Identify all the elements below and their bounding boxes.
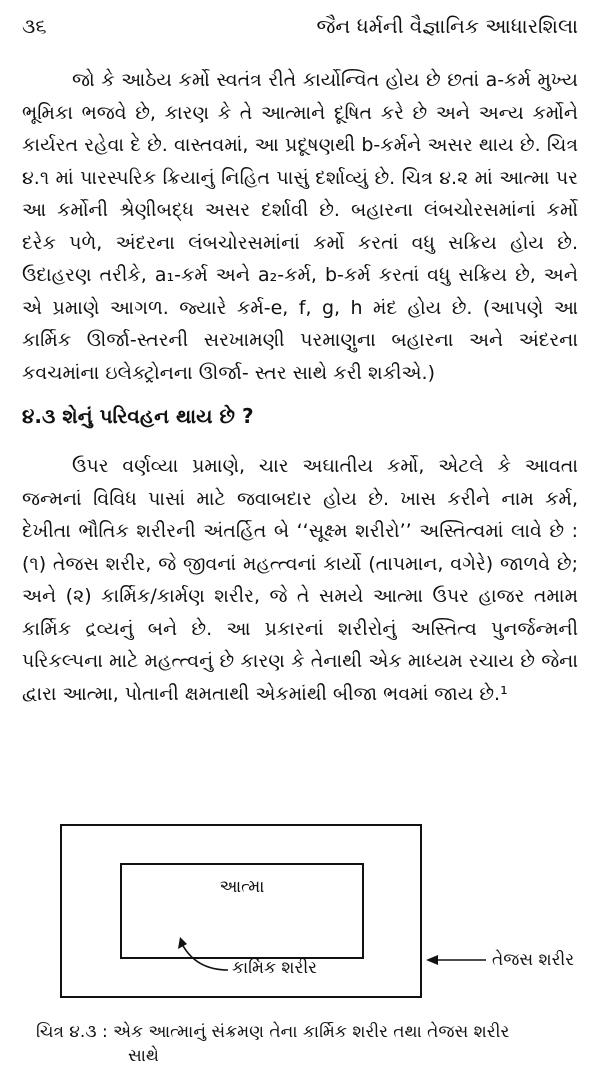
figure-soul-transmigration [0,820,600,1000]
paragraph-1 [22,64,578,389]
taijas-body-label: તેજસ શરીર [492,950,575,970]
karmic-arrow-line [182,944,228,970]
page-header [22,14,578,42]
figure-caption [36,1020,578,1068]
soul-label: આત્મા [219,877,265,897]
caption-line-1: ચિત્ર ૪.૩ : એક આત્માનું સંક્રમણ તેના કાર્મિક શરીર તથા તેજસ શરીર [36,1022,510,1042]
paragraph-2 [22,450,578,710]
page-number: ૩૬ [22,14,47,38]
taijas-arrowhead [426,955,438,965]
section-heading: ૪.૩ શેનું પરિવહન થાય છે ? [22,404,254,428]
karmic-arrowhead [178,937,187,949]
karmic-body-label: કાર્મિક શરીર [232,958,317,978]
paragraph-1-text: જો કે આઠેય કર્મો સ્વતંત્ર રીતે કાર્યોન્વિત હોય છે છતાં a-કર્મ મુખ્ય ભૂમિકા ભજવે છે, કારણ કે તે આત્માને દૂષિત કરે છે અને અન્ય કર્મોને કાર્યરત રહેવા દે છે. વાસ્તવમાં, આ પ્રદૂષણથી b-કર્મને અસર થાય છે. ચિત્ર ૪.૧ માં પારસ્પરિક ક્રિયાનું નિહિત પાસું દર્શાવ્યું છે. ચિત્ર ૪.૨ માં આત્મા પર આ કર્મોની શ્રેણીબદ્ધ અસર દર્શાવી છે. બહારના લંબચોરસમાંનાં કર્મો દરેક પળે, અંદરના લંબચોરસમાંનાં કર્મો કરતાં વધુ સક્રિય હોય છે. ઉદાહરણ તરીકે, a₁-કર્મ અને a₂-કર્મ, b-કર્મ કરતાં વધુ સક્રિય છે, અને એ પ્રમાણે આગળ. જ્યારે કર્મ-e, f, g, h મંદ હોય છે. (આપણે આ કાર્મિક ઊર્જા-સ્તરની સરખામણી પરમાણુના બહારના અને અંદરના કવચમાંના ઇલેક્ટ્રોનના ઊર્જા- સ્તર સાથે કરી શકીએ.) [22,69,578,384]
caption-line-2: સાથે [128,1046,159,1066]
paragraph-2-text: ઉપર વર્ણવ્યા પ્રમાણે, ચાર અઘાતીય કર્મો, એટલે કે આવતા જન્મનાં વિવિધ પાસાં માટે જવાબદાર હોય છે. ખાસ કરીને નામ કર્મ, દેખીતા ભૌતિક શરીરની અંતર્હિત બે ‘‘સૂક્ષ્મ શરીરો’’ અસ્તિત્વમાં લાવે છે : (૧) તેજસ શરીર, જે જીવનાં મહત્ત્વનાં કાર્યો (તાપમાન, વગેરે) જાળવે છે; અને (૨) કાર્મિક/કાર્મણ શરીર, જે તે સમયે આત્મા ઉપર હાજર તમામ કાર્મિક દ્રવ્યનું બને છે. આ પ્રકારનાં શરીરોનું અસ્તિત્વ પુનર્જન્મની પરિકલ્પના માટે મહત્ત્વનું છે કારણ કે તેનાથી એક માધ્યમ રચાય છે જેના દ્વારા આત્મા, પોતાની ક્ષમતાથી એકમાંથી બીજા ભવમાં જાય છે.¹ [22,455,578,705]
running-title: જૈન ધર્મની વૈજ્ઞાનિક આધારશિલા [316,14,578,38]
